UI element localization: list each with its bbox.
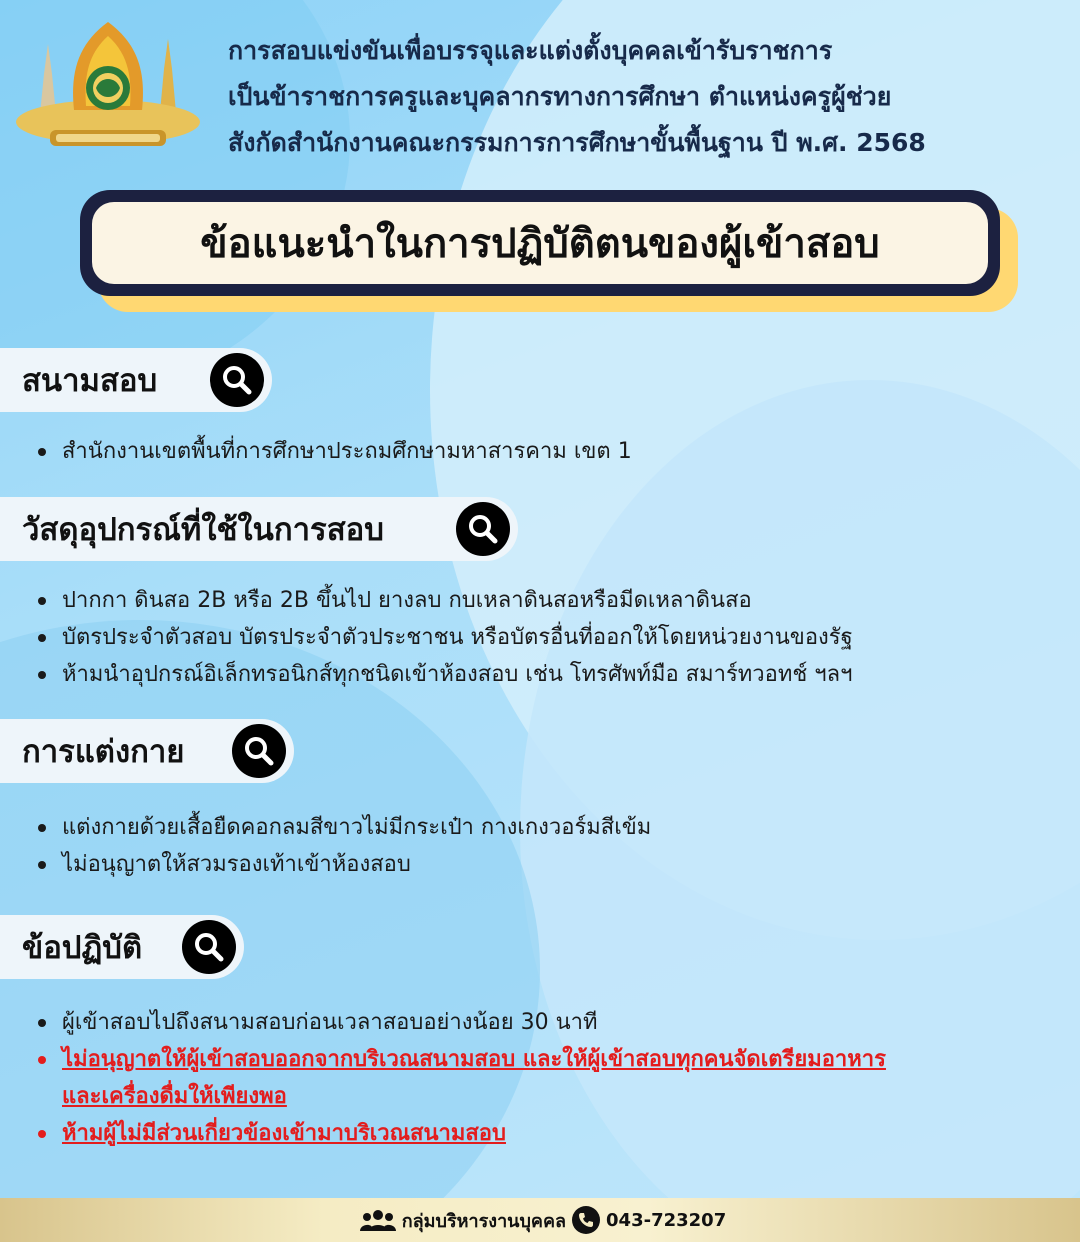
title-banner-frame xyxy=(80,190,1000,296)
rules-list xyxy=(34,1004,886,1152)
list-item: ปากกา ดินสอ 2B หรือ 2B ขึ้นไป ยางลบ กบเหลาดินสอหรือมีดเหลาดินสอ xyxy=(34,582,853,619)
search-icon xyxy=(210,353,264,407)
obec-emblem-logo xyxy=(8,14,208,159)
header xyxy=(228,28,1068,166)
warning-list-item xyxy=(34,1041,886,1115)
list-item: สำนักงานเขตพื้นที่การศึกษาประถมศึกษามหาสารคาม เขต 1 xyxy=(34,433,632,470)
footer-group-name: กลุ่มบริหารงานบุคคล xyxy=(401,1210,567,1232)
section-header-dress-code xyxy=(0,719,294,783)
title-banner xyxy=(80,190,1020,314)
materials-list xyxy=(34,582,853,693)
section-label: การแต่งกาย xyxy=(22,734,185,770)
list-item: ห้ามนำอุปกรณ์อิเล็กทรอนิกส์ทุกชนิดเข้าห้องสอบ เช่น โทรศัพท์มือ สมาร์ทวอทช์ ฯลฯ xyxy=(34,656,853,693)
page-title: ข้อแนะนำในการปฏิบัติตนของผู้เข้าสอบ xyxy=(92,202,988,284)
section-header-materials xyxy=(0,497,518,561)
header-line-3: สังกัดสำนักงานคณะกรรมการการศึกษาขั้นพื้นฐาน ปี พ.ศ. 2568 xyxy=(228,128,926,157)
header-line-1: การสอบแข่งขันเพื่อบรรจุและแต่งตั้งบุคคลเข้ารับราชการ xyxy=(228,36,833,65)
list-item: ผู้เข้าสอบไปถึงสนามสอบก่อนเวลาสอบอย่างน้อย 30 นาที xyxy=(34,1004,886,1041)
users-icon xyxy=(360,1209,396,1231)
section-header-exam-venue xyxy=(0,348,272,412)
section-label: สนามสอบ xyxy=(22,363,158,399)
warning-text-continued: และเครื่องดื่มให้เพียงพอ xyxy=(62,1084,287,1109)
warning-list-item: ห้ามผู้ไม่มีส่วนเกี่ยวข้องเข้ามาบริเวณสนามสอบ xyxy=(34,1115,886,1152)
list-item: บัตรประจำตัวสอบ บัตรประจำตัวประชาชน หรือบัตรอื่นที่ออกให้โดยหน่วยงานของรัฐ xyxy=(34,619,853,656)
dress-code-list xyxy=(34,809,651,883)
footer-phone-number: 043-723207 xyxy=(606,1209,727,1231)
header-line-2: เป็นข้าราชการครูและบุคลากรทางการศึกษา ตำแหน่งครูผู้ช่วย xyxy=(228,82,892,111)
list-item: แต่งกายด้วยเสื้อยืดคอกลมสีขาวไม่มีกระเป๋า กางเกงวอร์มสีเข้ม xyxy=(34,809,651,846)
search-icon xyxy=(182,920,236,974)
footer-contact-bar xyxy=(0,1198,1080,1242)
section-label: วัสดุอุปกรณ์ที่ใช้ในการสอบ xyxy=(22,512,384,548)
warning-text: ไม่อนุญาตให้ผู้เข้าสอบออกจากบริเวณสนามสอบ และให้ผู้เข้าสอบทุกคนจัดเตรียมอาหาร xyxy=(62,1047,886,1072)
phone-icon xyxy=(572,1206,600,1234)
venue-list xyxy=(34,433,632,470)
list-item: ไม่อนุญาตให้สวมรองเท้าเข้าห้องสอบ xyxy=(34,846,651,883)
search-icon xyxy=(232,724,286,778)
section-header-rules xyxy=(0,915,244,979)
search-icon xyxy=(456,502,510,556)
section-label: ข้อปฏิบัติ xyxy=(22,930,143,966)
